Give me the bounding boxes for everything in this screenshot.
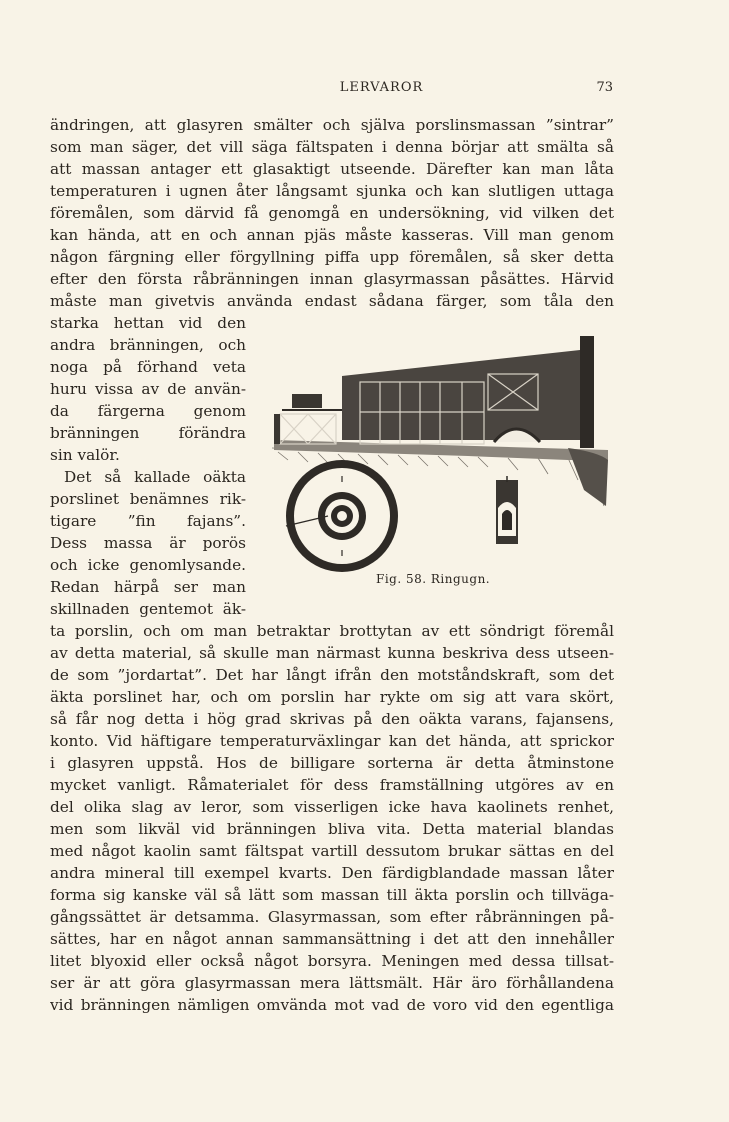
text-line: noga på förhand veta: [50, 358, 246, 376]
text-line: i glasyren uppstå. Hos de billigare sorterna är detta åtminstone: [50, 754, 614, 772]
text-line: vid bränningen nämligen omvända mot vad de voro vid den egentliga: [50, 996, 614, 1014]
chimney-base: [568, 448, 608, 506]
text-line: forma sig kanske väl så lätt som massan till äkta porslin och tillväga-: [50, 886, 614, 904]
text-line: da färgerna genom: [50, 402, 246, 420]
text-line: ta porslin, och om man betraktar brottytan av ett söndrigt föremål: [50, 622, 614, 640]
text-line: skillnaden gentemot äk-: [50, 600, 246, 618]
ring-kiln-figure: [268, 330, 612, 580]
text-line: sättes, har en något annan sammansättning i det att den innehåller: [50, 930, 614, 948]
page-number: 73: [596, 80, 613, 95]
text-line: men som likväl vid bränningen bliva vita. Detta material blandas: [50, 820, 614, 838]
text-line: litet blyoxid eller också något borsyra. Meningen med dessa tillsat-: [50, 952, 614, 970]
text-line: att massan antager ett glasaktigt utseende. Därefter kan man låta: [50, 160, 614, 178]
ring-plan: [286, 460, 398, 572]
text-line: tigare ”fin fajans”.: [50, 512, 246, 530]
text-line: starka hettan vid den: [50, 314, 246, 332]
text-line: ser är att göra glasyrmassan mera lättsmält. Här äro förhållandena: [50, 974, 614, 992]
text-line: mycket vanligt. Råmaterialet för dess framställning utgöres av en: [50, 776, 614, 794]
text-line: med något kaolin samt fältspat vartill dessutom brukar sättas en del: [50, 842, 614, 860]
ring-kiln-illustration: [268, 330, 612, 580]
text-line: äkta porslinet har, och om porslin har rykte om sig att vara skört,: [50, 688, 614, 706]
chimney: [580, 336, 594, 448]
text-line: temperaturen i ugnen åter långsamt sjunka och kan slutligen uttaga: [50, 182, 614, 200]
text-line: ändringen, att glasyren smälter och själva porslinsmassan ”sintrar”: [50, 116, 614, 134]
text-line: de som ”jordartat”. Det har långt ifrån den motståndskraft, som det: [50, 666, 614, 684]
figure-caption: Fig. 58. Ringugn.: [376, 572, 491, 586]
text-line: konto. Vid häftigare temperaturväxlingar kan det hända, att sprickor: [50, 732, 614, 750]
text-line: och icke genomlysande.: [50, 556, 246, 574]
text-line: del olika slag av leror, som visserligen icke hava kaolinets renhet,: [50, 798, 614, 816]
text-line: Redan härpå ser man: [50, 578, 246, 596]
text-line: andra bränningen, och: [50, 336, 246, 354]
left-vent: [292, 394, 322, 408]
text-line: som man säger, det vill säga fältspaten i denna börjar att smälta så: [50, 138, 614, 156]
narrow-column: [50, 312, 246, 620]
text-line: sin valör.: [50, 446, 120, 464]
text-line: någon färgning eller förgyllning piffa upp föremålen, så sker detta: [50, 248, 614, 266]
text-line: av detta material, så skulle man närmast kunna beskriva dess utseen-: [50, 644, 614, 662]
top-paragraph: [50, 114, 614, 312]
text-line: gångssättet är detsamma. Glasyrmassan, som efter råbränningen på-: [50, 908, 614, 926]
text-line: så får nog detta i hög grad skrivas på den oäkta varans, fajansens,: [50, 710, 614, 728]
text-line: föremålen, som därvid få genomgå en undersökning, vid vilken det: [50, 204, 614, 222]
text-line: andra mineral till exempel kvarts. Den färdigblandade massan låter: [50, 864, 614, 882]
text-line: porslinet benämnes rik-: [50, 490, 246, 508]
section-detail: [496, 476, 518, 544]
text-line: kan hända, att en och annan pjäs måste kasseras. Vill man genom: [50, 226, 614, 244]
text-line: efter den första råbränningen innan glasyrmassan påsättes. Härvid: [50, 270, 614, 288]
running-head: LERVAROR: [339, 80, 424, 95]
text-line: Det så kallade oäkta: [64, 468, 246, 486]
text-line: Dess massa är porös: [50, 534, 246, 552]
text-line: bränningen förändra: [50, 424, 246, 442]
text-line: huru vissa av de använ-: [50, 380, 246, 398]
bottom-paragraph: [50, 620, 614, 1016]
ground-band: [274, 440, 608, 460]
text-line: måste man givetvis använda endast sådana färger, som tåla den: [50, 292, 614, 310]
